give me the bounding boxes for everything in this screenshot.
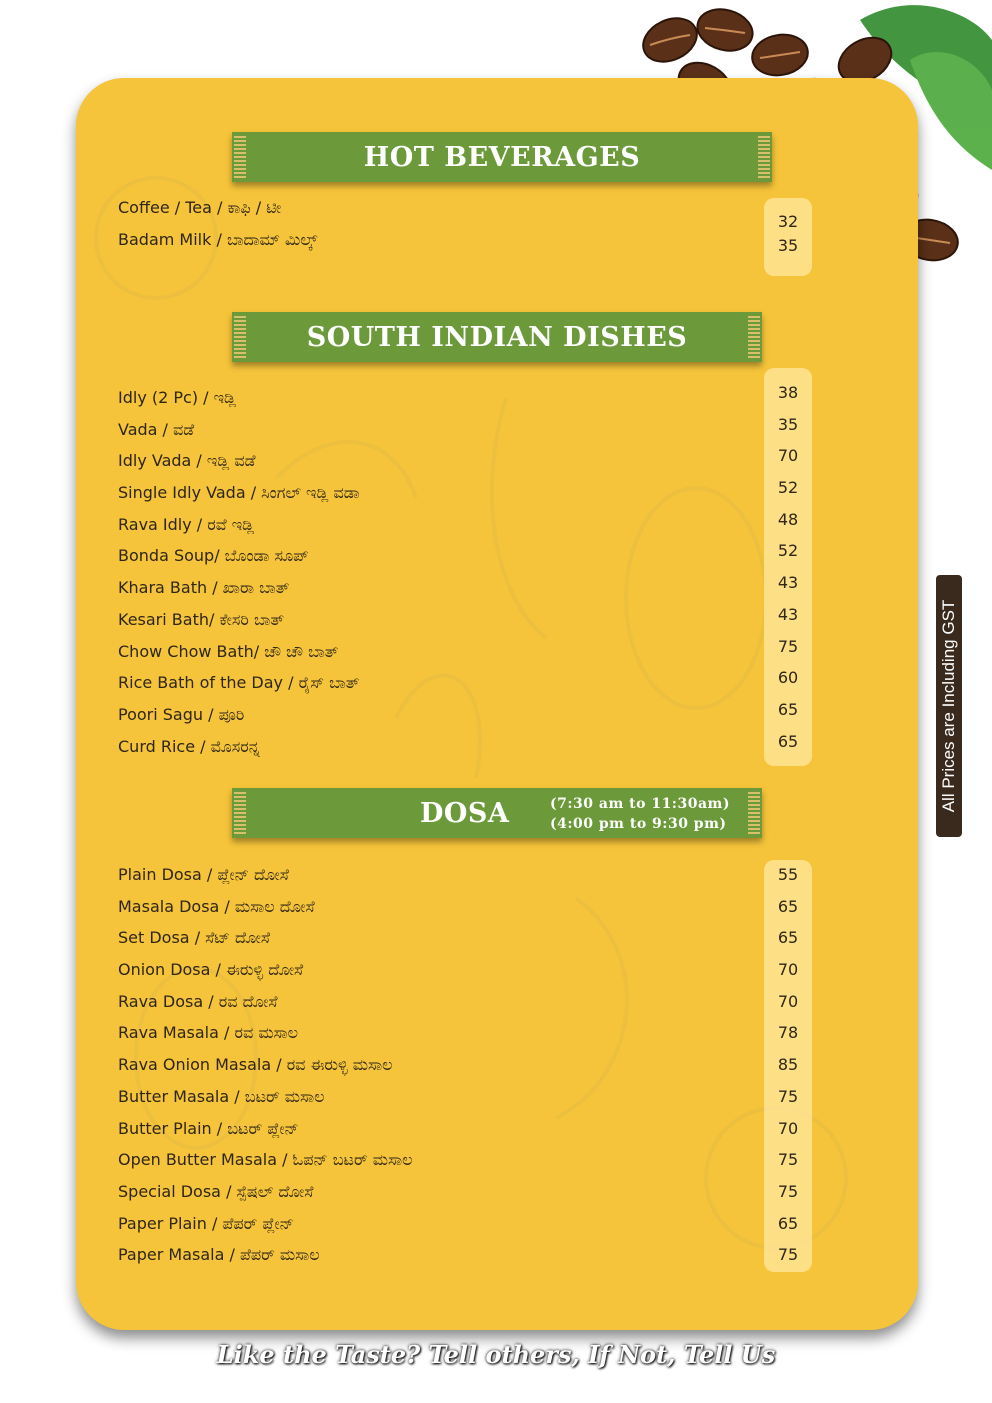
item-price: 43 <box>777 573 799 593</box>
menu-item: Rice Bath of the Day / ರೈಸ್ ಬಾತ್ <box>118 673 360 693</box>
item-price: 32 <box>777 212 799 231</box>
menu-item: Open Butter Masala / ಓಪನ್ ಬಟರ್ ಮಸಾಲ <box>118 1150 413 1170</box>
item-price: 65 <box>777 731 799 751</box>
menu-item: Butter Masala / ಬಟರ್ ಮಸಾಲ <box>118 1086 325 1106</box>
menu-item: Plain Dosa / ಪ್ಲೇನ್ ದೋಸೆ <box>118 865 289 884</box>
menu-item: Idly Vada / ಇಡ್ಲಿ ವಡೆ <box>118 451 256 471</box>
dosa-items <box>118 865 412 1277</box>
section-title: DOSA <box>420 797 510 829</box>
menu-item: Paper Masala / ಪೆಪರ್ ಮಸಾಲ <box>118 1245 320 1265</box>
menu-item: Curd Rice / ಮೊಸರನ್ನ <box>118 736 260 756</box>
section-title: SOUTH INDIAN DISHES <box>306 321 688 353</box>
item-price: 35 <box>777 414 799 434</box>
menu-item: Vada / ವಡೆ <box>118 419 195 439</box>
menu-item: Rava Masala / ರವ ಮಸಾಲ <box>118 1023 299 1043</box>
dosa-timing-evening: (4:00 pm to 9:30 pm) <box>550 816 727 832</box>
item-price: 70 <box>777 960 799 980</box>
menu-item: Butter Plain / ಬಟರ್ ಪ್ಲೇನ್ <box>118 1118 299 1138</box>
item-price: 38 <box>777 383 799 402</box>
dosa-timings <box>550 794 730 834</box>
menu-item: Poori Sagu / ಪೂರಿ <box>118 704 245 724</box>
item-price: 55 <box>777 865 799 884</box>
item-price: 75 <box>777 1086 799 1106</box>
section-south-indian-dishes <box>232 312 762 362</box>
item-price: 75 <box>777 636 799 656</box>
gst-note: All Prices are Including GST <box>939 599 958 813</box>
menu-item: Onion Dosa / ಈರುಳ್ಳಿ ದೋಸೆ <box>118 960 304 980</box>
menu-item: Bonda Soup/ ಬೊಂಡಾ ಸೂಪ್ <box>118 546 309 566</box>
section-hot-beverages <box>232 132 772 182</box>
item-price: 65 <box>777 1213 799 1233</box>
section-dosa <box>232 788 762 838</box>
item-price: 65 <box>777 928 799 948</box>
menu-item: Chow Chow Bath/ ಚೌ ಚೌ ಬಾತ್ <box>118 641 339 661</box>
menu-item: Rava Onion Masala / ರವ ಈರುಳ್ಳಿ ಮಸಾಲ <box>118 1055 393 1075</box>
menu-item: Paper Plain / ಪೆಪರ್ ಪ್ಲೇನ್ <box>118 1213 294 1233</box>
item-price: 52 <box>777 541 799 561</box>
item-price: 70 <box>777 991 799 1011</box>
item-price: 78 <box>777 1023 799 1043</box>
item-price: 75 <box>777 1245 799 1265</box>
item-price: 85 <box>777 1055 799 1075</box>
item-price: 75 <box>777 1181 799 1201</box>
footer-tagline: Like the Taste? Tell others, If Not, Tell Us <box>216 1340 776 1369</box>
menu-item: Rava Idly / ರವೆ ಇಡ್ಲಿ <box>118 514 255 534</box>
hot-beverages-prices <box>764 212 812 260</box>
item-price: 35 <box>777 236 799 255</box>
hot-beverages-items <box>118 198 317 261</box>
menu-item: Masala Dosa / ಮಸಾಲ ದೋಸೆ <box>118 896 315 916</box>
south-indian-items <box>118 388 360 768</box>
item-price: 43 <box>777 604 799 624</box>
item-price: 48 <box>777 509 799 529</box>
item-price: 65 <box>777 699 799 719</box>
menu-item: Special Dosa / ಸ್ಪೆಷಲ್ ದೋಸೆ <box>118 1181 314 1201</box>
section-title: HOT BEVERAGES <box>363 141 641 173</box>
menu-item: Rava Dosa / ರವ ದೋಸೆ <box>118 991 278 1011</box>
item-price: 60 <box>777 668 799 688</box>
south-indian-prices <box>764 383 812 763</box>
menu-item: Coffee / Tea / ಕಾಫಿ / ಟೀ <box>118 198 282 217</box>
item-price: 70 <box>777 1118 799 1138</box>
item-price: 75 <box>777 1150 799 1170</box>
menu-item: Set Dosa / ಸೆಟ್ ದೋಸೆ <box>118 928 270 948</box>
menu-item: Kesari Bath/ ಕೇಸರಿ ಬಾತ್ <box>118 609 285 629</box>
dosa-prices <box>764 865 812 1277</box>
menu-item: Single Idly Vada / ಸಿಂಗಲ್ ಇಡ್ಲಿ ವಡಾ <box>118 483 360 503</box>
menu-item: Khara Bath / ಖಾರಾ ಬಾತ್ <box>118 578 290 598</box>
item-price: 70 <box>777 446 799 466</box>
dosa-timing-morning: (7:30 am to 11:30am) <box>550 796 730 812</box>
menu-item: Idly (2 Pc) / ಇಡ್ಲಿ <box>118 388 237 407</box>
item-price: 52 <box>777 478 799 498</box>
menu-item: Badam Milk / ಬಾದಾಮ್ ಮಿಲ್ಕ್ <box>118 229 318 249</box>
item-price: 65 <box>777 896 799 916</box>
